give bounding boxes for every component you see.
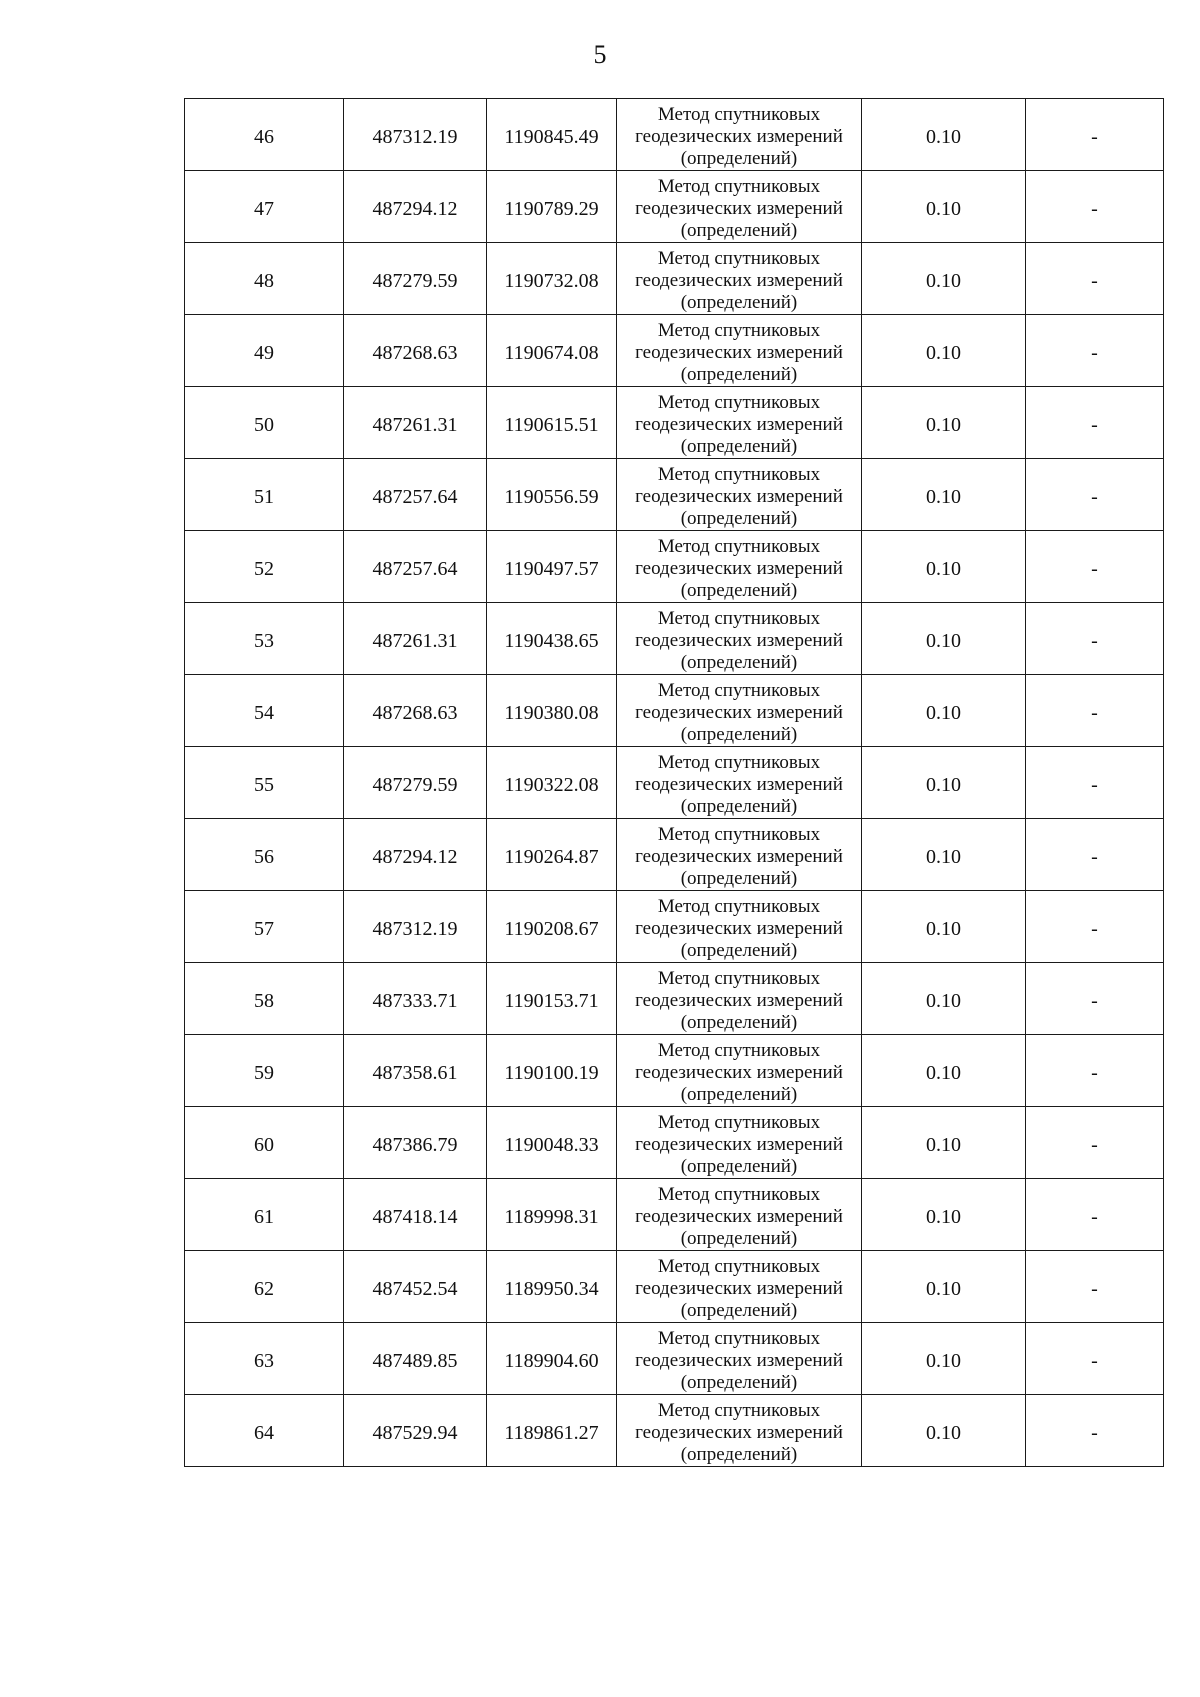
table-row [185, 747, 1164, 819]
coordinates-table-body [185, 99, 1164, 1467]
point-number-cell-text: 64 [254, 1421, 274, 1444]
y-coordinate-cell-text: 1189904.60 [504, 1349, 599, 1372]
note-cell [1026, 891, 1164, 963]
point-number-cell-text: 53 [254, 629, 274, 652]
note-cell-text: - [1091, 629, 1098, 652]
method-cell [617, 531, 862, 603]
method-cell-text: Метод спутниковых геодезических измерений (определений) [635, 1255, 843, 1321]
y-coordinate-cell-text: 1190264.87 [504, 845, 599, 868]
table-row [185, 531, 1164, 603]
accuracy-cell-text: 0.10 [926, 413, 961, 436]
x-coordinate-cell [344, 891, 487, 963]
accuracy-cell-text: 0.10 [926, 701, 961, 724]
note-cell [1026, 1107, 1164, 1179]
y-coordinate-cell [487, 531, 617, 603]
method-cell [617, 675, 862, 747]
note-cell-text: - [1091, 917, 1098, 940]
x-coordinate-cell [344, 1323, 487, 1395]
accuracy-cell [862, 603, 1026, 675]
method-cell [617, 1251, 862, 1323]
y-coordinate-cell [487, 747, 617, 819]
point-number-cell-text: 55 [254, 773, 274, 796]
method-cell [617, 747, 862, 819]
method-cell-text: Метод спутниковых геодезических измерений (определений) [635, 1183, 843, 1249]
page-number: 5 [593, 40, 607, 69]
accuracy-cell [862, 1395, 1026, 1467]
y-coordinate-cell [487, 891, 617, 963]
method-cell [617, 459, 862, 531]
y-coordinate-cell [487, 171, 617, 243]
y-coordinate-cell-text: 1190615.51 [504, 413, 599, 436]
x-coordinate-cell [344, 603, 487, 675]
accuracy-cell-text: 0.10 [926, 485, 961, 508]
accuracy-cell-text: 0.10 [926, 989, 961, 1012]
note-cell [1026, 603, 1164, 675]
x-coordinate-cell-text: 487294.12 [372, 197, 458, 220]
point-number-cell [185, 459, 344, 531]
accuracy-cell-text: 0.10 [926, 341, 961, 364]
method-cell-text: Метод спутниковых геодезических измерений (определений) [635, 319, 843, 385]
note-cell-text: - [1091, 1205, 1098, 1228]
y-coordinate-cell-text: 1190438.65 [504, 629, 599, 652]
table-row [185, 99, 1164, 171]
note-cell [1026, 747, 1164, 819]
table-row [185, 675, 1164, 747]
x-coordinate-cell-text: 487257.64 [372, 485, 458, 508]
y-coordinate-cell [487, 1107, 617, 1179]
note-cell [1026, 1035, 1164, 1107]
y-coordinate-cell-text: 1189998.31 [504, 1205, 599, 1228]
accuracy-cell [862, 963, 1026, 1035]
accuracy-cell [862, 1179, 1026, 1251]
accuracy-cell [862, 1107, 1026, 1179]
table-row [185, 819, 1164, 891]
method-cell-text: Метод спутниковых геодезических измерений (определений) [635, 1327, 843, 1393]
point-number-cell [185, 99, 344, 171]
point-number-cell-text: 58 [254, 989, 274, 1012]
point-number-cell [185, 1395, 344, 1467]
accuracy-cell-text: 0.10 [926, 1421, 961, 1444]
method-cell [617, 963, 862, 1035]
table-row [185, 1179, 1164, 1251]
accuracy-cell-text: 0.10 [926, 629, 961, 652]
x-coordinate-cell [344, 747, 487, 819]
accuracy-cell [862, 243, 1026, 315]
point-number-cell-text: 49 [254, 341, 274, 364]
point-number-cell-text: 54 [254, 701, 274, 724]
x-coordinate-cell [344, 963, 487, 1035]
x-coordinate-cell [344, 819, 487, 891]
note-cell [1026, 459, 1164, 531]
x-coordinate-cell [344, 243, 487, 315]
method-cell-text: Метод спутниковых геодезических измерений (определений) [635, 175, 843, 241]
point-number-cell-text: 56 [254, 845, 274, 868]
x-coordinate-cell-text: 487418.14 [372, 1205, 458, 1228]
note-cell [1026, 387, 1164, 459]
note-cell [1026, 243, 1164, 315]
y-coordinate-cell-text: 1190732.08 [504, 269, 599, 292]
method-cell [617, 603, 862, 675]
x-coordinate-cell-text: 487489.85 [372, 1349, 458, 1372]
table-row [185, 963, 1164, 1035]
note-cell-text: - [1091, 1133, 1098, 1156]
accuracy-cell [862, 171, 1026, 243]
y-coordinate-cell-text: 1190789.29 [504, 197, 599, 220]
y-coordinate-cell [487, 315, 617, 387]
point-number-cell-text: 62 [254, 1277, 274, 1300]
note-cell-text: - [1091, 413, 1098, 436]
table-row [185, 1107, 1164, 1179]
method-cell [617, 1395, 862, 1467]
x-coordinate-cell-text: 487261.31 [372, 413, 458, 436]
table-row [185, 1395, 1164, 1467]
point-number-cell-text: 57 [254, 917, 274, 940]
y-coordinate-cell [487, 387, 617, 459]
point-number-cell [185, 963, 344, 1035]
y-coordinate-cell-text: 1190380.08 [504, 701, 599, 724]
x-coordinate-cell-text: 487333.71 [372, 989, 458, 1012]
note-cell-text: - [1091, 989, 1098, 1012]
accuracy-cell-text: 0.10 [926, 557, 961, 580]
note-cell [1026, 1179, 1164, 1251]
point-number-cell-text: 47 [254, 197, 274, 220]
x-coordinate-cell-text: 487386.79 [372, 1133, 458, 1156]
point-number-cell [185, 603, 344, 675]
method-cell [617, 819, 862, 891]
note-cell-text: - [1091, 485, 1098, 508]
point-number-cell [185, 891, 344, 963]
accuracy-cell [862, 1035, 1026, 1107]
note-cell-text: - [1091, 269, 1098, 292]
y-coordinate-cell [487, 675, 617, 747]
method-cell-text: Метод спутниковых геодезических измерений (определений) [635, 247, 843, 313]
point-number-cell [185, 315, 344, 387]
point-number-cell [185, 243, 344, 315]
accuracy-cell-text: 0.10 [926, 269, 961, 292]
note-cell [1026, 99, 1164, 171]
x-coordinate-cell-text: 487268.63 [372, 701, 458, 724]
accuracy-cell-text: 0.10 [926, 773, 961, 796]
note-cell-text: - [1091, 1421, 1098, 1444]
method-cell-text: Метод спутниковых геодезических измерений (определений) [635, 1111, 843, 1177]
accuracy-cell-text: 0.10 [926, 1133, 961, 1156]
method-cell [617, 243, 862, 315]
method-cell-text: Метод спутниковых геодезических измерений (определений) [635, 751, 843, 817]
method-cell [617, 315, 862, 387]
point-number-cell-text: 52 [254, 557, 274, 580]
method-cell-text: Метод спутниковых геодезических измерений (определений) [635, 823, 843, 889]
point-number-cell-text: 63 [254, 1349, 274, 1372]
note-cell-text: - [1091, 1061, 1098, 1084]
method-cell [617, 1323, 862, 1395]
note-cell [1026, 819, 1164, 891]
point-number-cell-text: 60 [254, 1133, 274, 1156]
note-cell-text: - [1091, 1277, 1098, 1300]
method-cell-text: Метод спутниковых геодезических измерений (определений) [635, 1399, 843, 1465]
x-coordinate-cell-text: 487261.31 [372, 629, 458, 652]
table-row [185, 459, 1164, 531]
y-coordinate-cell [487, 99, 617, 171]
point-number-cell-text: 59 [254, 1061, 274, 1084]
y-coordinate-cell-text: 1190497.57 [504, 557, 599, 580]
note-cell-text: - [1091, 1349, 1098, 1372]
x-coordinate-cell [344, 315, 487, 387]
method-cell-text: Метод спутниковых геодезических измерений (определений) [635, 967, 843, 1033]
x-coordinate-cell [344, 1251, 487, 1323]
table-row [185, 1323, 1164, 1395]
method-cell-text: Метод спутниковых геодезических измерений (определений) [635, 1039, 843, 1105]
point-number-cell-text: 48 [254, 269, 274, 292]
table-row [185, 1251, 1164, 1323]
y-coordinate-cell-text: 1190208.67 [504, 917, 599, 940]
x-coordinate-cell [344, 459, 487, 531]
y-coordinate-cell [487, 819, 617, 891]
accuracy-cell-text: 0.10 [926, 917, 961, 940]
x-coordinate-cell-text: 487257.64 [372, 557, 458, 580]
coordinates-table [184, 98, 1164, 1467]
x-coordinate-cell-text: 487529.94 [372, 1421, 458, 1444]
note-cell-text: - [1091, 773, 1098, 796]
accuracy-cell [862, 675, 1026, 747]
note-cell-text: - [1091, 557, 1098, 580]
note-cell [1026, 675, 1164, 747]
accuracy-cell-text: 0.10 [926, 197, 961, 220]
y-coordinate-cell-text: 1190845.49 [504, 125, 599, 148]
method-cell-text: Метод спутниковых геодезических измерений (определений) [635, 679, 843, 745]
accuracy-cell [862, 459, 1026, 531]
point-number-cell [185, 387, 344, 459]
y-coordinate-cell-text: 1189950.34 [504, 1277, 599, 1300]
note-cell-text: - [1091, 197, 1098, 220]
table-row [185, 387, 1164, 459]
y-coordinate-cell [487, 459, 617, 531]
table-row [185, 891, 1164, 963]
x-coordinate-cell [344, 171, 487, 243]
x-coordinate-cell [344, 1035, 487, 1107]
x-coordinate-cell-text: 487294.12 [372, 845, 458, 868]
method-cell [617, 1035, 862, 1107]
table-row [185, 603, 1164, 675]
point-number-cell-text: 50 [254, 413, 274, 436]
method-cell-text: Метод спутниковых геодезических измерений (определений) [635, 535, 843, 601]
y-coordinate-cell [487, 1251, 617, 1323]
note-cell [1026, 963, 1164, 1035]
method-cell [617, 1107, 862, 1179]
accuracy-cell [862, 99, 1026, 171]
accuracy-cell-text: 0.10 [926, 845, 961, 868]
accuracy-cell [862, 747, 1026, 819]
accuracy-cell [862, 891, 1026, 963]
x-coordinate-cell-text: 487452.54 [372, 1277, 458, 1300]
x-coordinate-cell-text: 487279.59 [372, 773, 458, 796]
point-number-cell [185, 747, 344, 819]
note-cell [1026, 1323, 1164, 1395]
accuracy-cell-text: 0.10 [926, 1349, 961, 1372]
method-cell [617, 891, 862, 963]
accuracy-cell-text: 0.10 [926, 1277, 961, 1300]
y-coordinate-cell-text: 1190322.08 [504, 773, 599, 796]
x-coordinate-cell-text: 487279.59 [372, 269, 458, 292]
method-cell [617, 99, 862, 171]
accuracy-cell [862, 1323, 1026, 1395]
method-cell-text: Метод спутниковых геодезических измерений (определений) [635, 895, 843, 961]
method-cell [617, 1179, 862, 1251]
point-number-cell-text: 51 [254, 485, 274, 508]
accuracy-cell [862, 315, 1026, 387]
note-cell [1026, 1251, 1164, 1323]
y-coordinate-cell [487, 603, 617, 675]
note-cell [1026, 1395, 1164, 1467]
point-number-cell-text: 61 [254, 1205, 274, 1228]
x-coordinate-cell [344, 1395, 487, 1467]
x-coordinate-cell [344, 387, 487, 459]
y-coordinate-cell [487, 963, 617, 1035]
point-number-cell [185, 1251, 344, 1323]
y-coordinate-cell [487, 1395, 617, 1467]
point-number-cell [185, 819, 344, 891]
accuracy-cell-text: 0.10 [926, 125, 961, 148]
method-cell-text: Метод спутниковых геодезических измерений (определений) [635, 463, 843, 529]
x-coordinate-cell-text: 487312.19 [372, 917, 458, 940]
point-number-cell [185, 171, 344, 243]
point-number-cell-text: 46 [254, 125, 274, 148]
y-coordinate-cell [487, 1035, 617, 1107]
point-number-cell [185, 1035, 344, 1107]
x-coordinate-cell-text: 487268.63 [372, 341, 458, 364]
y-coordinate-cell-text: 1190048.33 [504, 1133, 599, 1156]
y-coordinate-cell [487, 1179, 617, 1251]
method-cell [617, 387, 862, 459]
x-coordinate-cell [344, 1107, 487, 1179]
method-cell-text: Метод спутниковых геодезических измерений (определений) [635, 103, 843, 169]
x-coordinate-cell-text: 487312.19 [372, 125, 458, 148]
point-number-cell [185, 1107, 344, 1179]
note-cell [1026, 171, 1164, 243]
table-row [185, 171, 1164, 243]
point-number-cell [185, 1323, 344, 1395]
y-coordinate-cell [487, 1323, 617, 1395]
point-number-cell [185, 1179, 344, 1251]
y-coordinate-cell-text: 1190153.71 [504, 989, 599, 1012]
method-cell [617, 171, 862, 243]
x-coordinate-cell [344, 675, 487, 747]
y-coordinate-cell-text: 1189861.27 [504, 1421, 599, 1444]
accuracy-cell [862, 387, 1026, 459]
y-coordinate-cell-text: 1190100.19 [504, 1061, 599, 1084]
accuracy-cell-text: 0.10 [926, 1205, 961, 1228]
method-cell-text: Метод спутниковых геодезических измерений (определений) [635, 607, 843, 673]
table-row [185, 315, 1164, 387]
method-cell-text: Метод спутниковых геодезических измерений (определений) [635, 391, 843, 457]
table-row [185, 243, 1164, 315]
note-cell [1026, 531, 1164, 603]
accuracy-cell [862, 819, 1026, 891]
x-coordinate-cell [344, 99, 487, 171]
y-coordinate-cell-text: 1190556.59 [504, 485, 599, 508]
y-coordinate-cell-text: 1190674.08 [504, 341, 599, 364]
note-cell-text: - [1091, 125, 1098, 148]
note-cell [1026, 315, 1164, 387]
x-coordinate-cell-text: 487358.61 [372, 1061, 458, 1084]
accuracy-cell [862, 531, 1026, 603]
accuracy-cell-text: 0.10 [926, 1061, 961, 1084]
note-cell-text: - [1091, 701, 1098, 724]
y-coordinate-cell [487, 243, 617, 315]
note-cell-text: - [1091, 845, 1098, 868]
x-coordinate-cell [344, 1179, 487, 1251]
point-number-cell [185, 675, 344, 747]
accuracy-cell [862, 1251, 1026, 1323]
table-row [185, 1035, 1164, 1107]
point-number-cell [185, 531, 344, 603]
x-coordinate-cell [344, 531, 487, 603]
note-cell-text: - [1091, 341, 1098, 364]
